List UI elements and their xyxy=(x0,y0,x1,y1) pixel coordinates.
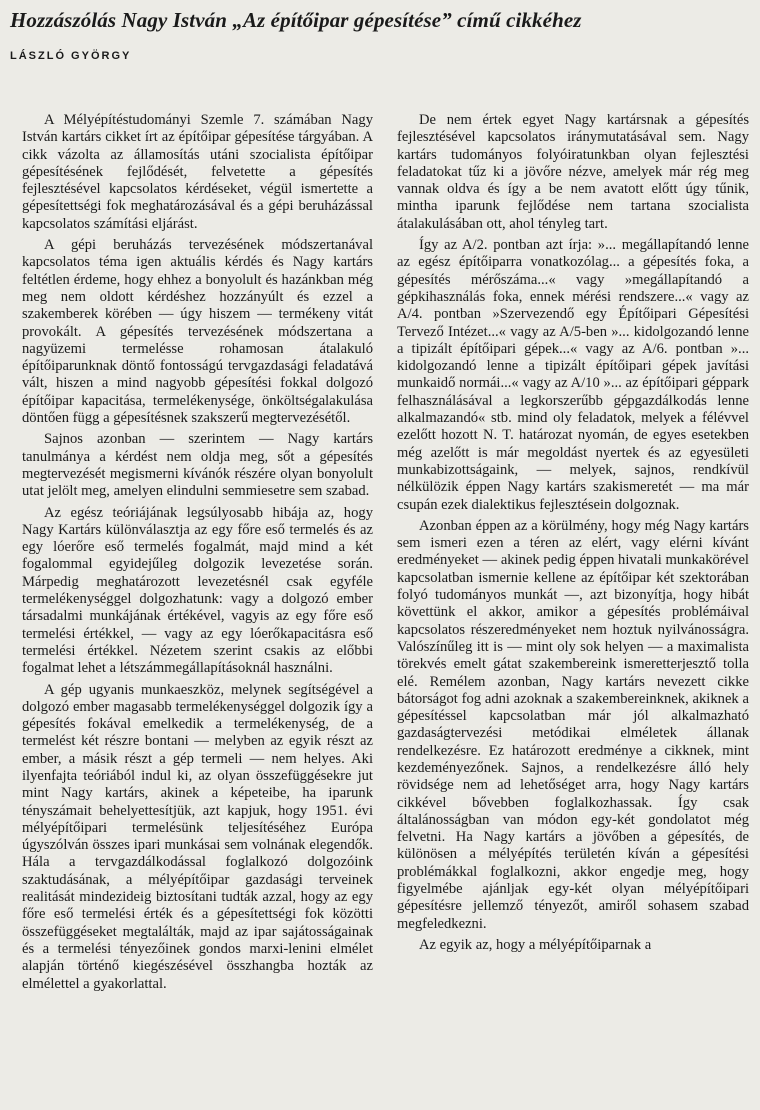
paragraph: A Mélyépítéstudományi Szemle 7. számában Nagy István kartárs cikket írt az építőipar gépesítése tárgyában. A cikk vázolta az államosítás utáni szocialista építőipar gépesítésének fejlődését, felvetette a gépesítés fejlesztésével kapcsolatos kérdéseket, végül ismertette a gépesítettségi fok meghatározásával és a gépi beruházással kapcsolatos számítási eljárást. xyxy=(22,112,373,232)
paragraph: Sajnos azonban — szerintem — Nagy kartárs tanulmánya a kérdést nem oldja meg, sőt a gépesítés megtervezését megismerni kívánók részére olyan bonyolult utat jelölt meg, amelyen elindulni semmiesetre sem szabad. xyxy=(22,431,373,500)
article-author: LÁSZLÓ GYÖRGY xyxy=(10,50,132,62)
paragraph: Az egyik az, hogy a mélyépítőiparnak a xyxy=(419,936,652,953)
paragraph: Azonban éppen az a körülmény, hogy még Nagy kartárs sem ismeri ezen a téren az elért, vagy elérni kívánt eredményeket — akinek pedig éppen hivatali munkakörével kapcsolatban ismernie kellene az építőipar két szektorában folyó tudományos munkát —, azt bizonyítja, hogy hibát követtünk el akkor, amikor a gépesítés problémáival kapcsolatos részeredményeket nem hoztuk nyilvánosságra. Valószínűleg itt is — mint oly sok helyen — a maximalista törekvés emelt gátat szakembereink ismeretterjesztő tolla elé. Remélem azonban, Nagy kartárs nevezett cikke bátorságot fog adni azoknak a szakembereinknek, akiknek a gépesítéssel kapcsolatban már jól alkalmazható gazdaságtervezési metódikai elméletek állanak rendelkezésre. Ez határozott eredménye a cikknek, mint kezdeményezőnek. Sajnos, a rendelkezésre álló hely rövidsége nem ad lehetőséget arra, hogy Nagy kartárs cikkével bővebben foglalkozhassak. Így csak általánosságban van módon egy-két gondolatot még felvetni. Ha Nagy kartárs a jövőben a gépesítés, de különösen a mélyépítés területén kíván a gépesítési problémákkal foglalkozni, akkor engedje meg, hogy figyelmébe ajánljak egy-két olyan mélyépítőipari gépesítésre jellemző tényezőt, amiről sohasem szabad megfeledkezni. xyxy=(397,517,749,932)
paragraph: Így az A/2. pontban azt írja: »... megállapítandó lenne az egész építőiparra vonatkozólag... a gépesítés foka, a gépesítés mérőszáma...« vagy »megállapítandó a gépkihasználás foka, ennek mérési rendszere...« vagy az A/4. pontban »Szervezendő egy Építőipari Gépesítési Tervező Intézet...« vagy az A/5-ben »... kidolgozandó lenne a tipizált építőipari gépek...« vagy az A/6. pontban »... kidolgozandó lenne a tipizált építőipari gépek javítási munkaidő normái...« vagy az A/10 »... az építőipari géppark felhasználásával a legkorszerűbb gépgazdálkodás lenne alkalmazandó« stb. mind oly feladatok, melyek a félévvel ezelőtt hozott N. T. határozat nyomán, de egyes esetekben még azelőtt is már megoldást nyertek és az egyesületi munkabizottságaink, — melyek, sajnos, rendkívül nélkülözik éppen Nagy kartárs szakismeretét — ma már csupán ezek dialektikus fejlesztésein dolgoznak. xyxy=(397,237,749,513)
paragraph: A gépi beruházás tervezésének módszertanával kapcsolatos téma igen aktuális kérdés és Nagy kartárs feltétlen érdeme, hogy ehhez a bonyolult és hazánkban még meg nem oldott kérdéshez hozzányúlt és ezzel a szakemberek körében — úgy hiszem — termékeny vitát provokált. A gépesítés tervezésének módszertana a nagyüzemi termelésse rohamosan átalakuló építőiparunknak döntő fontosságú tervgazdasági feladatává vált, hiszen a mind nagyobb gépesítési fokkal dolgozó építőipar kapacitása, termelékenysége, önköltségalakulása döntően függ a gépesítésnek szakszerű megtervezésétől. xyxy=(22,237,373,427)
right-column xyxy=(397,112,749,958)
paragraph: De nem értek egyet Nagy kartársnak a gépesítés fejlesztésével kapcsolatos iránymutatásával sem. Nagy kartárs tudományos folyóiratunkban olyan fejlesztési feladatokat tűz ki a jövőre nézve, amelyek már rég meg vannak oldva és így a be nem avatott előtt úgy tűnik, mintha iparunk fejlődése nem tartana szocialista átalakulásában ott, ahol tényleg tart. xyxy=(397,112,749,232)
article-title: Hozzászólás Nagy István „Az építőipar gépesítése” című cikkéhez xyxy=(10,8,582,32)
paragraph: Az egész teóriájának legsúlyosabb hibája az, hogy Nagy Kartárs különválasztja az egy főre eső termelés és az egy lóerőre eső termelés fogalmát, majd mind a két fogalommal egyidejűleg dolgozik levezetése során. Márpedig meghatározott levezetésnél csak egyféle termelékenységgel dolgozhatunk: vagy a dolgozó ember társadalmi munkájának értékével, vagyis az egy főre eső termelési értékkel, — vagy az egy lóerőkapacitásra eső termelési értékkel. Nézetem szerint csakis az előbbi fogalmat lehet a létszámmegállapításoknál használni. xyxy=(22,504,373,677)
left-column xyxy=(22,112,373,997)
paragraph: A gép ugyanis munkaeszköz, melynek segítségével a dolgozó ember magasabb termelékenységgel dolgozik így a gépesítés fokával emelkedik a termelékenység, de a termelést két részre bontani — melyben az egyik részt az ember, a másik részt a gép termeli — nem helyes. Aki ilyenfajta teóriából indul ki, az olyan összefüggésekre jut mint Nagy kartárs, akinek a képeteibe, ha iparunk tényszámait behelyettesítjük, azt kapjuk, hogy 1951. évi mélyépítőipari termelésünk teljesítéséhez Európa úgyszólván összes ipari munkásai sem volnának elegendők. Hála a tervgazdálkodással foglalkozó dolgozóink szaktudásának, a mélyépítőipar gazdasági terveinek realitását mindezideig biztosítani tudták azzal, hogy az egy főre eső termelési érték és a gépesítettségi fok közötti összefüggéseket megtalálták, majd az ipar sajátosságainak és a termelési tényezőinek gondos marxi-lenini elmélet alapján történő kiegészésével összhangba hozták az elmélettel a gyakorlattal. xyxy=(22,681,373,992)
